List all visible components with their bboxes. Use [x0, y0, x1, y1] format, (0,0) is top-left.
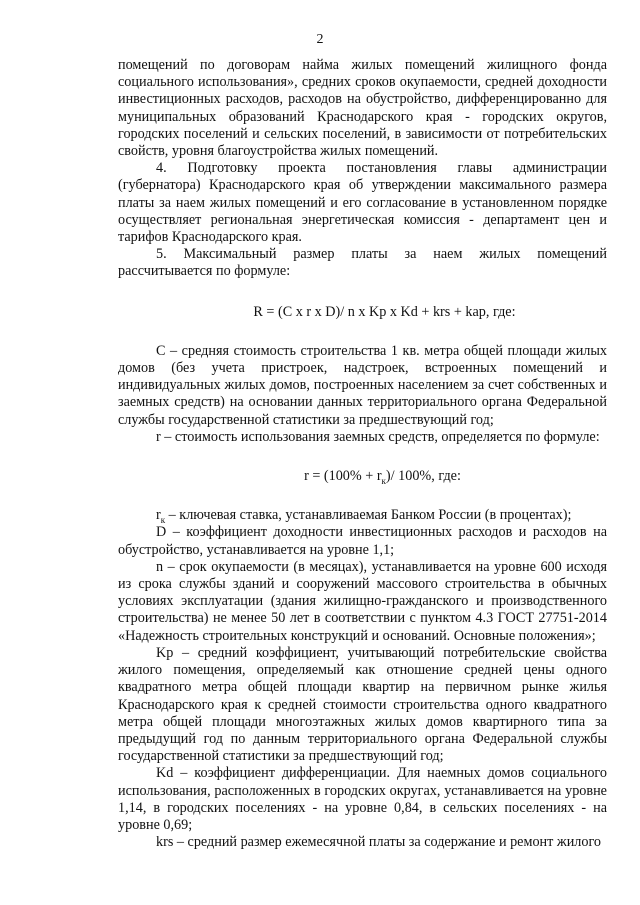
definition-rk [118, 507, 607, 524]
definition-d: D – коэффициент доходности инвестиционных расходов и расходов на обустройство, устанавливается на уровне 1,1; [118, 524, 607, 558]
page-number: 2 [316, 32, 324, 47]
definition-c: C – средняя стоимость строительства 1 кв. метра общей площади жилых домов (без учета пристроек, надстроек, встроенных помещений и индивидуальных жилых домов, построенных населением за счет собственных и заемных средств) на основании данных территориального органа Федеральной службы государственной статистики за предшествующий год; [118, 342, 607, 428]
definition-krs: krs – средний размер ежемесячной платы за содержание и ремонт жилого [156, 834, 602, 851]
formula-r-suffix: )/ 100%, где: [385, 468, 461, 485]
formula-r-prefix: r = (100% + r [304, 468, 382, 485]
paragraph-4: 4. Подготовку проекта постановления главы администрации (губернатора) Краснодарского края об утверждении максимального размера платы за наем жилых помещений и его согласование в установленном порядке осуществляет региональная энергетическая комиссия - департамент цен и тарифов Краснодарского края. [118, 160, 607, 246]
definition-rk-symbol: r [156, 507, 161, 524]
formula-r-subscript: к [381, 475, 386, 486]
definition-rk-text: – ключевая ставка, устанавливаемая Банком России (в процентах); [165, 507, 572, 524]
definition-kp: Kp – средний коэффициент, учитывающий потребительские свойства жилого помещения, определяемый как отношение средней цены одного квадратного метра общей площади квартир на первичном рынке жилья Краснодарского края к средней стоимости строительства одного квадратного метра общей площади многоэтажных жилых домов квартирного типа за предыдущий год по данным территориального органа Федеральной службы государственной статистики за предшествующий год; [118, 644, 607, 765]
definition-n: n – срок окупаемости (в месяцах), устанавливается на уровне 600 исходя из срока службы зданий и сооружений массового строительства в обычных условиях эксплуатации (здания жилищно-гражданского и производственного строительства) не менее 50 лет в соответствии с пунктом 4.3 ГОСТ 27751-2014 «Надежность строительных конструкций и оснований. Основные положения»; [118, 558, 607, 644]
formula-r [118, 446, 607, 507]
definition-r: r – стоимость использования заемных средств, определяется по формуле: [156, 428, 600, 445]
paragraph-continuation: помещений по договорам найма жилых помещений жилищного фонда социального использования», средних сроков окупаемости, средней доходности инвестиционных расходов, расходов на обустройство, дифференцированно для муниципальных образований Краснодарского края - городских округов, городских поселений и сельских поселений, в зависимости от потребительских свойств, уровня благоустройства жилых помещений. [118, 57, 607, 160]
document-body [118, 57, 607, 851]
formula-r-main: R = (C x r x D)/ n x Kp x Kd + krs + kap, где: [253, 303, 516, 320]
definition-rk-subscript: к [160, 515, 166, 526]
paragraph-5: 5. Максимальный размер платы за наем жилых помещений рассчитывается по формуле: [118, 246, 607, 280]
definition-kd: Kd – коэффициент дифференциации. Для наемных домов социального использования, расположенных в городских округах, устанавливается на уровне 1,14, в городских поселениях - на уровне 0,84, в сельских поселениях - на уровне 0,69; [118, 765, 607, 833]
